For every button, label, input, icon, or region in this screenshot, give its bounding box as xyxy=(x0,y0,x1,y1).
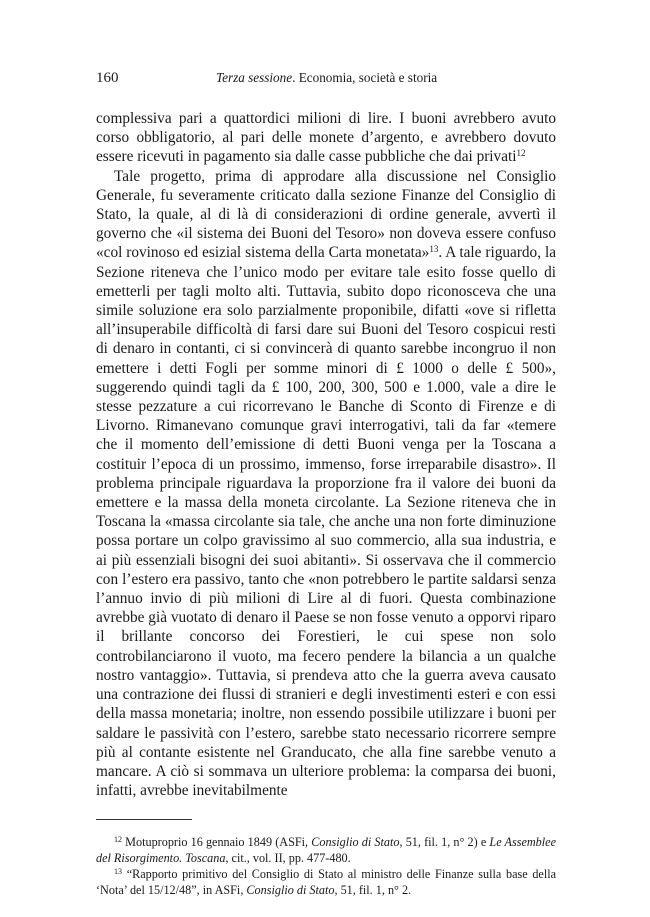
footnote-12-text-a: Motuproprio 16 gennaio 1849 (ASFi, xyxy=(125,835,312,850)
footnote-12-text-c: , cit., vol. II, pp. 477-480. xyxy=(225,851,351,866)
running-title-subtitle: . Economia, società e storia xyxy=(292,70,438,85)
paragraph-1 xyxy=(96,109,556,167)
footnote-12-number: 12 xyxy=(114,835,122,845)
footnote-12-text-b: , 51, fil. 1, n° 2) e xyxy=(399,835,490,850)
footnote-12-italic-2: Le Assemblee del Risorgimento. Toscana xyxy=(96,835,556,866)
paragraph-2-text-a: Tale progetto, prima di approdare alla discussione nel Consiglio Generale, fu severamente criticato dalla sezione Finanze del Consiglio di Stato, la quale, al di là di considerazioni di ordine generale, avvertì il governo che «il sistema dei Buoni del Tesoro» non doveva essere confuso «col rovinoso ed esizial sistema della Carta monetata» xyxy=(96,167,556,262)
footnotes xyxy=(96,834,556,898)
footnote-12-italic-1: Consiglio di Stato xyxy=(311,835,400,850)
footnote-13-text-a: “Rapporto primitivo del Consiglio di Stato al ministro delle Finanze sulla base della ‘Nota’ del 15/12/48”, in ASFi, xyxy=(96,867,557,898)
footnote-ref-12: 12 xyxy=(516,148,526,159)
body-text xyxy=(96,109,556,800)
paragraph-2-text-b: . A tale riguardo, la Sezione riteneva che l’unico modo per evitare tale esito fosse quello di emetterli per tagli molto alti. Tuttavia, subito dopo riconosceva che una simile soluzione era solo parzialmente proponibile, difatti «ove si rifletta all’insuperabile difficoltà di farsi dare sui Buoni del Tesoro cospicui resti di denaro in contanti, ci si convincerà di quanto sarebbe incongruo il non emettere i detti Fogli per somme minori di £ 1000 o delle £ 500», suggerendo quindi tagli da £ 100, 200, 300, 500 e 1.000, vale a dire le stesse pezzature a cui ricorrevano le Banche di Sconto di Firenze e di Livorno. Rimanevano comunque gravi interrogativi, tali da far «temere che il momento dell’emissione di detti Buoni venga per la Toscana a costituir l’epoca di un prossimo, immenso, forse irreparabile disastro». Il problema principale riguardava la proporzione fra il valore dei buoni da emettere e la massa della moneta circolante. La Sezione riteneva che in Toscana la «massa circolante sia tale, che anche una non forte diminuzione possa portare un colpo gravissimo al suo commercio, alla sua industria, e ai più essenziali bisogni dei suoi abitanti». Si osservava che il commercio con l’estero era passivo, tanto che «non potrebbero le partite saldarsi senza l’annuo invio di più milioni di Lire al di fuori. Questa combinazione avrebbe già vuotato di denaro il Paese se non fosse venuto a opporvi riparo il brillante concorso dei Forestieri, le cui spese non solo controbilanciarono il vuoto, ma fecero pendere la bilancia a un qualche nostro vantaggio». Tuttavia, si prendeva atto che la guerra aveva causato una contrazione dei flussi di stranieri e degli investimenti esteri e con essi della massa monetaria; inoltre, non essendo possibile utilizzare i buoni per saldare le passività con l’estero, sarebbe stato necessario ricorrere sempre più al contante esistente nel Granducato, che alla fine sarebbe venuto a mancare. A ciò si sommava un ulteriore problema: la comparsa dei buoni, infatti, avrebbe inevitabilmente xyxy=(96,244,557,800)
running-title xyxy=(216,70,437,86)
footnote-13-number: 13 xyxy=(114,867,122,877)
book-page xyxy=(96,70,556,898)
page-number: 160 xyxy=(96,70,119,86)
footnote-divider xyxy=(96,819,192,820)
footnote-13-text-b: , 51, fil. 1, n° 2. xyxy=(334,883,412,898)
paragraph-1-text: complessiva pari a quattordici milioni di lire. I buoni avrebbero avuto corso obbligatorio, al pari delle monete d’argento, e avrebbero dovuto essere ricevuti in pagamento sia dalle casse pubbliche che dai privati xyxy=(96,110,556,166)
footnote-13-italic-1: Consiglio di Stato xyxy=(246,883,335,898)
running-head xyxy=(96,70,556,94)
footnote-13 xyxy=(96,866,556,898)
running-title-section: Terza sessione xyxy=(216,70,293,85)
footnote-12 xyxy=(96,834,556,866)
paragraph-2 xyxy=(96,167,556,801)
footnote-ref-13: 13 xyxy=(429,244,439,255)
